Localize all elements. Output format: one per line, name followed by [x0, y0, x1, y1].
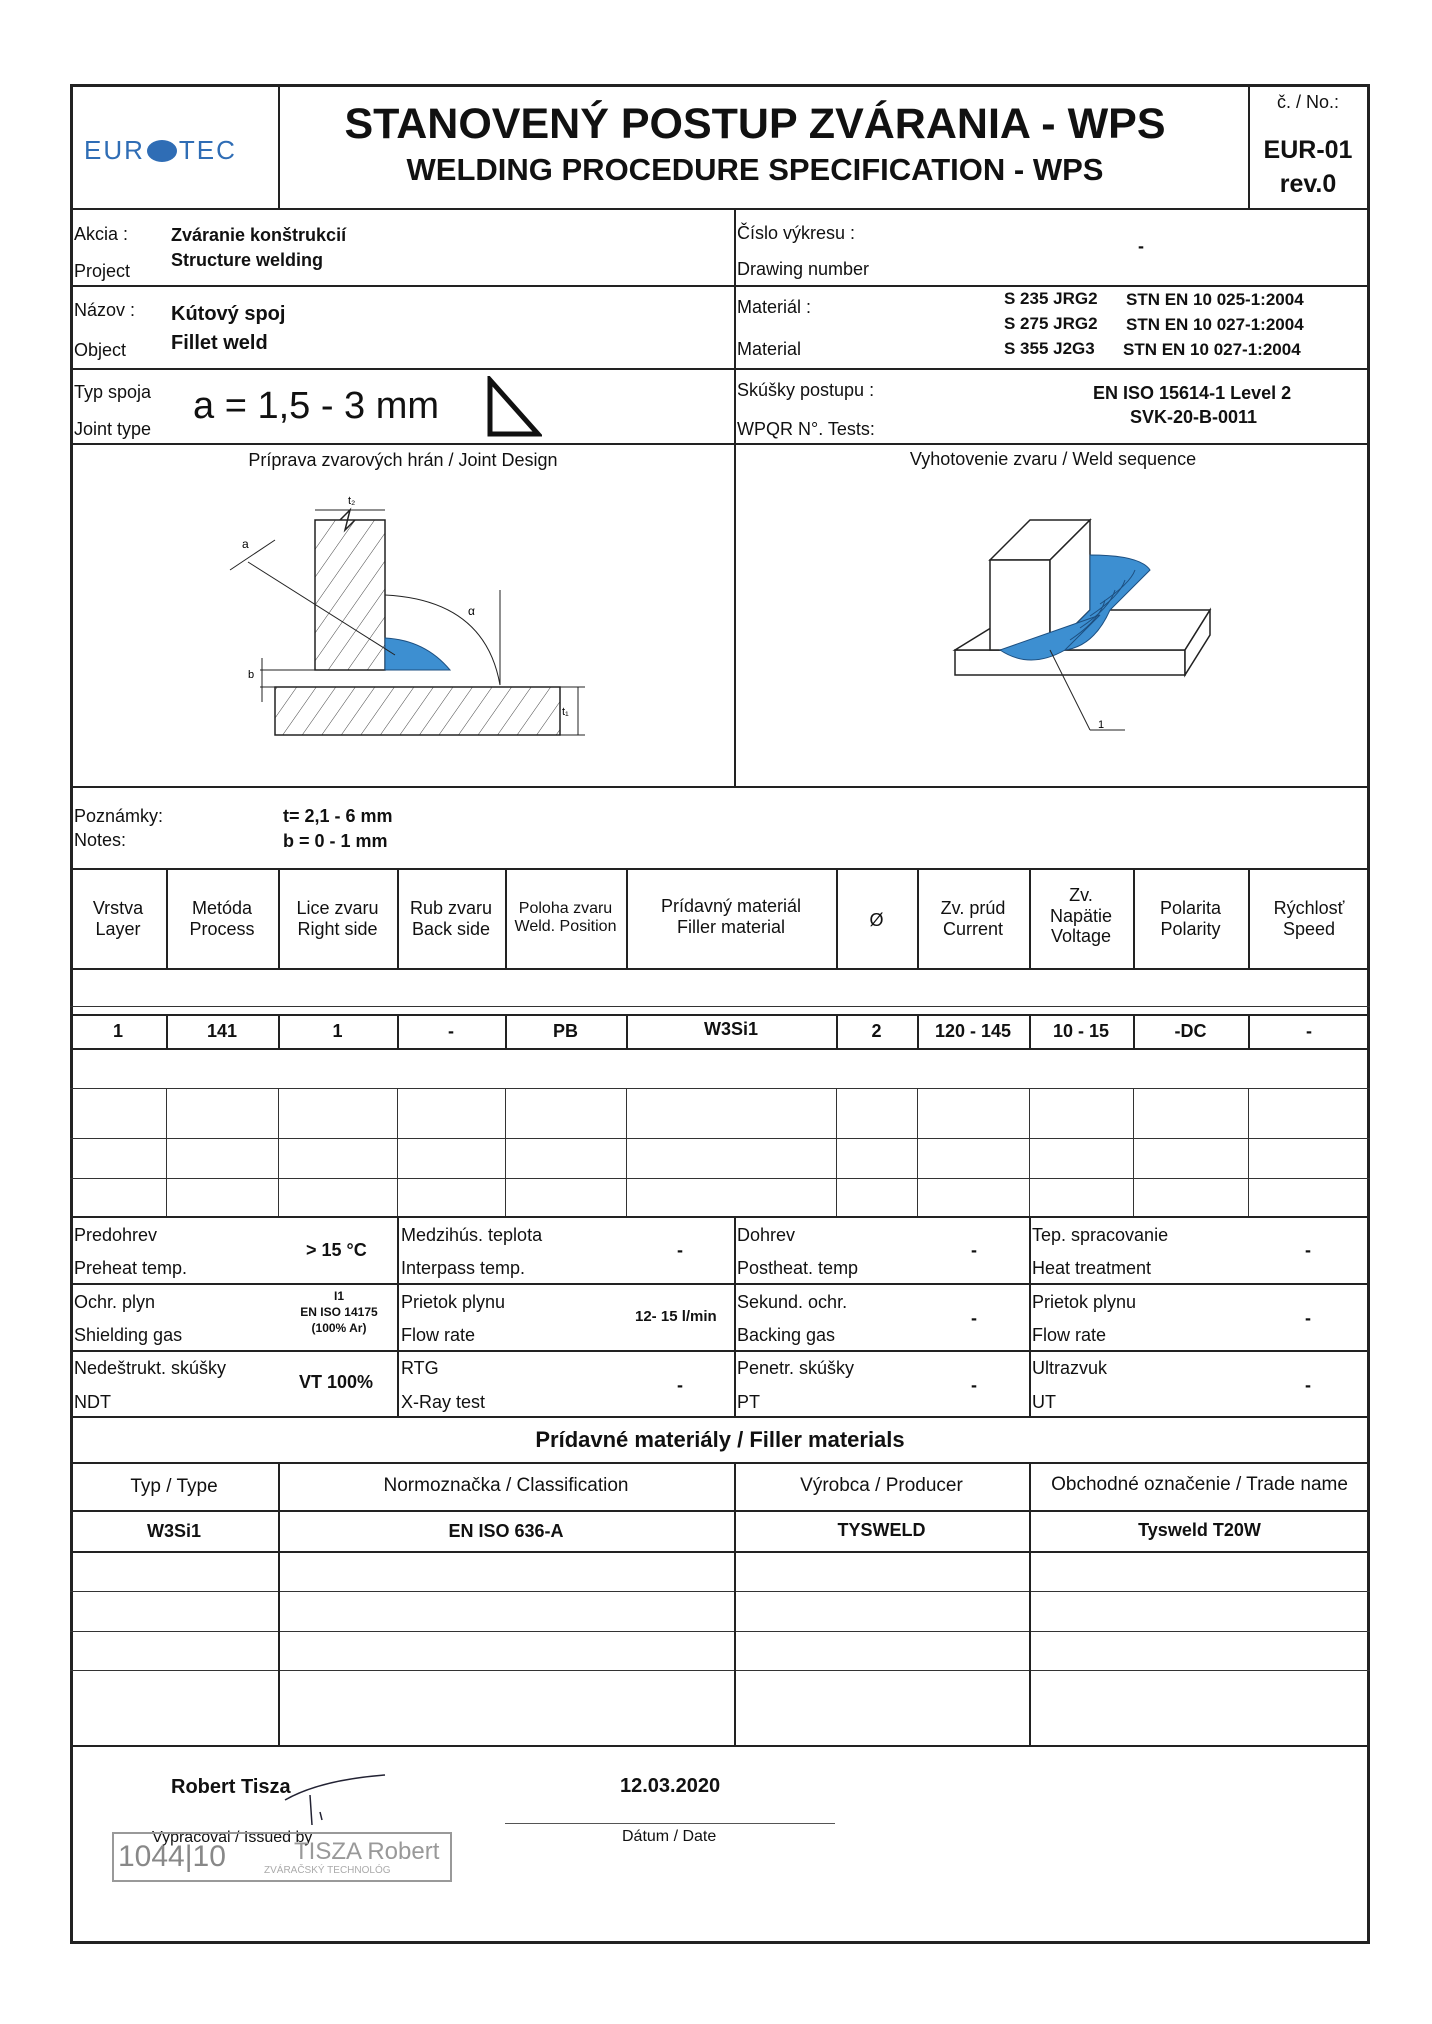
header-process: Metóda Process [189, 898, 255, 939]
doc-number-label: č. / No.: [1276, 92, 1339, 112]
material-standard-3: STN EN 10 027-1:2004 [1123, 340, 1301, 359]
cell-diameter: 2 [871, 1021, 882, 1041]
header-layer: Vrstva Layer [92, 898, 144, 939]
heat-treatment-label-en: Heat treatment [1032, 1258, 1152, 1278]
header-filler-material: Prídavný materiál Filler material [660, 896, 802, 937]
ut-label-sk: Ultrazvuk [1032, 1358, 1108, 1378]
xray-value: - [677, 1375, 683, 1395]
material-label-en: Material [737, 339, 802, 359]
label-one: 1 [1098, 719, 1105, 731]
postheat-label-sk: Dohrev [737, 1225, 796, 1245]
cell-layer: 1 [112, 1021, 123, 1041]
joint-type-label-sk: Typ spoja [74, 382, 152, 402]
header-diameter: Ø [869, 910, 884, 930]
xray-label-sk: RTG [401, 1358, 439, 1378]
header-right-side: Lice zvaru Right side [296, 898, 379, 939]
issuer-name: Robert Tisza [171, 1776, 291, 1798]
filler-cell-producer: TYSWELD [837, 1520, 926, 1540]
notes-line-1: t= 2,1 - 6 mm [283, 806, 393, 826]
drawing-number-value: - [1138, 236, 1144, 256]
label-a: a [242, 537, 249, 551]
drawing-number-label-sk: Číslo výkresu : [737, 223, 856, 243]
joint-design-drawing [200, 490, 600, 750]
tests-standard: EN ISO 15614-1 Level 2 [1093, 383, 1292, 403]
header-voltage: Zv. Napätie Voltage [1049, 885, 1113, 947]
weld-sequence-caption: Vyhotovenie zvaru / Weld sequence [909, 449, 1197, 469]
backing-gas-label-en: Backing gas [737, 1325, 836, 1345]
date-label: Dátum / Date [622, 1828, 717, 1845]
object-value-en: Fillet weld [171, 332, 268, 354]
material-label-sk: Materiál : [737, 297, 812, 317]
wpqr-label: WPQR N°. Tests: [737, 419, 875, 439]
filler-header-producer: Výrobca / Producer [800, 1475, 963, 1496]
label-t1: t₁ [562, 706, 569, 718]
issued-by-label: Vypracoval / Issued by [152, 1829, 313, 1846]
cell-filler-material: W3Si1 [703, 1019, 759, 1039]
project-value-en: Structure welding [171, 250, 324, 270]
doc-number: EUR-01 [1263, 136, 1353, 164]
filler-cell-classification: EN ISO 636-A [448, 1521, 564, 1541]
filler-title: Prídavné materiály / Filler materials [535, 1427, 905, 1452]
flow-rate-label-sk: Prietok plynu [401, 1292, 506, 1312]
weld-sequence-drawing [940, 500, 1220, 750]
pt-label-en: PT [737, 1392, 761, 1412]
procedure-tests-label: Skúšky postupu : [737, 380, 875, 400]
preheat-label-en: Preheat temp. [74, 1258, 188, 1278]
filler-header-trade-name: Obchodné označenie / Trade name [1051, 1474, 1348, 1495]
notes-label-en: Notes: [74, 830, 127, 850]
doc-revision: rev.0 [1279, 170, 1337, 198]
backing-flow-label-en: Flow rate [1032, 1325, 1107, 1345]
logo: EUR TEC [84, 135, 237, 165]
cell-weld-position: PB [552, 1021, 578, 1041]
stamp: 1044|10 TISZA Robert ZVÁRAČSKÝ TECHNOLÓG [112, 1832, 452, 1882]
preheat-label-sk: Predohrev [74, 1225, 158, 1245]
pt-label-sk: Penetr. skúšky [737, 1358, 855, 1378]
shielding-gas-label-en: Shielding gas [74, 1325, 183, 1345]
filler-cell-trade-name: Tysweld T20W [1138, 1520, 1261, 1540]
ut-value: - [1305, 1375, 1311, 1395]
cell-polarity: -DC [1174, 1021, 1207, 1041]
backing-gas-label-sk: Sekund. ochr. [737, 1292, 848, 1312]
interpass-label-en: Interpass temp. [401, 1258, 526, 1278]
ndt-label-sk: Nedeštrukt. skúšky [74, 1358, 227, 1378]
xray-label-en: X-Ray test [401, 1392, 486, 1412]
pt-value: - [971, 1375, 977, 1395]
object-value-sk: Kútový spoj [171, 303, 286, 325]
joint-type-label-en: Joint type [74, 419, 152, 439]
material-grade-3: S 355 J2G3 [1004, 339, 1095, 358]
postheat-label-en: Postheat. temp [737, 1258, 859, 1278]
ndt-label-en: NDT [74, 1392, 111, 1412]
header-polarity: Polarita Polarity [1159, 898, 1222, 939]
shielding-gas-value: I1 EN ISO 14175 (100% Ar) [300, 1289, 378, 1336]
header-weld-position: Poloha zvaru Weld. Position [514, 900, 617, 936]
cell-back-side: - [448, 1021, 454, 1041]
heat-treatment-label-sk: Tep. spracovanie [1032, 1225, 1169, 1245]
object-label-en: Object [74, 340, 127, 360]
joint-type-value: a = 1,5 - 3 mm [193, 385, 440, 427]
backing-flow-label-sk: Prietok plynu [1032, 1292, 1137, 1312]
issue-date: 12.03.2020 [620, 1775, 721, 1797]
backing-gas-value: - [971, 1308, 977, 1328]
akcia-label: Akcia : [74, 224, 129, 244]
cell-right-side: 1 [332, 1021, 343, 1041]
cell-process: 141 [206, 1021, 238, 1041]
cell-speed: - [1306, 1021, 1312, 1041]
project-value-sk: Zváranie konštrukcií [171, 225, 347, 245]
label-t2: t₂ [348, 495, 356, 507]
cell-voltage: 10 - 15 [1052, 1021, 1110, 1041]
object-label-sk: Názov : [74, 300, 136, 320]
filler-cell-type: W3Si1 [146, 1521, 202, 1541]
material-standard-2: STN EN 10 027-1:2004 [1126, 315, 1304, 334]
project-label: Project [74, 261, 131, 281]
header-back-side: Rub zvaru Back side [409, 898, 493, 939]
interpass-label-sk: Medzihús. teplota [401, 1225, 543, 1245]
notes-line-2: b = 0 - 1 mm [283, 831, 388, 851]
shielding-gas-label-sk: Ochr. plyn [74, 1292, 156, 1312]
backing-flow-value: - [1305, 1308, 1311, 1328]
weld-bead [385, 638, 450, 670]
filler-header-type: Typ / Type [130, 1476, 218, 1497]
flow-rate-label-en: Flow rate [401, 1325, 476, 1345]
ut-label-en: UT [1032, 1392, 1056, 1412]
drawing-number-label-en: Drawing number [737, 259, 870, 279]
fillet-weld-symbol-icon [486, 376, 542, 438]
title-en: WELDING PROCEDURE SPECIFICATION - WPS [406, 152, 1104, 187]
label-alpha: α [468, 604, 475, 618]
ndt-value: VT 100% [299, 1372, 374, 1392]
header-current: Zv. prúd Current [940, 898, 1006, 939]
material-grade-2: S 275 JRG2 [1004, 314, 1098, 333]
interpass-value: - [677, 1240, 683, 1260]
joint-design-caption: Príprava zvarových hrán / Joint Design [248, 450, 558, 470]
material-grade-1: S 235 JRG2 [1004, 289, 1098, 308]
filler-header-classification: Normoznačka / Classification [383, 1475, 629, 1496]
heat-treatment-value: - [1305, 1240, 1311, 1260]
wpqr-number: SVK-20-B-0011 [1130, 407, 1258, 427]
notes-label-sk: Poznámky: [74, 806, 164, 826]
globe-icon [147, 140, 177, 162]
postheat-value: - [971, 1240, 977, 1260]
flow-rate-value: 12- 15 l/min [635, 1308, 717, 1325]
cell-current: 120 - 145 [934, 1021, 1012, 1041]
material-standard-1: STN EN 10 025-1:2004 [1126, 290, 1304, 309]
label-b: b [248, 669, 255, 681]
title-sk: STANOVENÝ POSTUP ZVÁRANIA - WPS [344, 100, 1166, 148]
signature-scribble [280, 1770, 400, 1830]
preheat-value: > 15 °C [306, 1240, 367, 1260]
header-speed: Rýchlosť Speed [1273, 898, 1345, 939]
